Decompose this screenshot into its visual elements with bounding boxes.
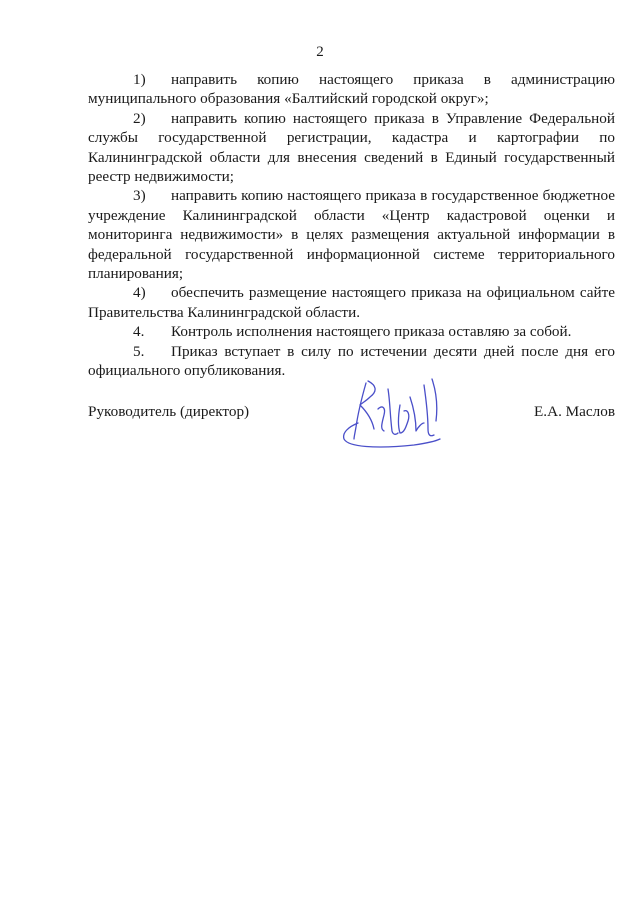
- item-text: Контроль исполнения настоящего приказа оставляю за собой.: [171, 323, 572, 341]
- list-item: [88, 70, 615, 109]
- list-item: [88, 322, 615, 341]
- signer-title: Руководитель (директор): [88, 403, 250, 420]
- item-text: обеспечить размещение настоящего приказа на официальном сайте Правительства Калининградской области.: [88, 284, 615, 321]
- item-number: 4.: [133, 323, 145, 341]
- document-body: [88, 70, 615, 381]
- item-number: 5.: [133, 342, 145, 360]
- signer-name: Е.А. Маслов: [534, 403, 615, 420]
- item-number: 2): [133, 109, 146, 127]
- handwritten-signature: [336, 375, 448, 453]
- list-item: [88, 186, 615, 283]
- list-item: [88, 283, 615, 322]
- item-number: 4): [133, 284, 146, 302]
- page-number: 2: [316, 44, 324, 60]
- item-text: направить копию настоящего приказа в Управление Федеральной службы государственной регистрации, кадастра и картографии по Калининградской области для внесения сведений в Единый государственный реестр недвижимости;: [88, 109, 615, 186]
- item-text: Приказ вступает в силу по истечении десяти дней после дня его официального опубликования.: [88, 342, 615, 380]
- list-item: [88, 109, 615, 187]
- item-text: направить копию настоящего приказа в государственное бюджетное учреждение Калининградской области «Центр кадастровой оценки и мониторинга недвижимости» в целях размещения актуальной информации в федеральной государственной информационной системе территориального планирования;: [88, 187, 615, 283]
- item-text: направить копию настоящего приказа в администрацию муниципального образования «Балтийский городской округ»;: [88, 71, 615, 108]
- item-number: 1): [133, 71, 146, 88]
- item-number: 3): [133, 187, 146, 205]
